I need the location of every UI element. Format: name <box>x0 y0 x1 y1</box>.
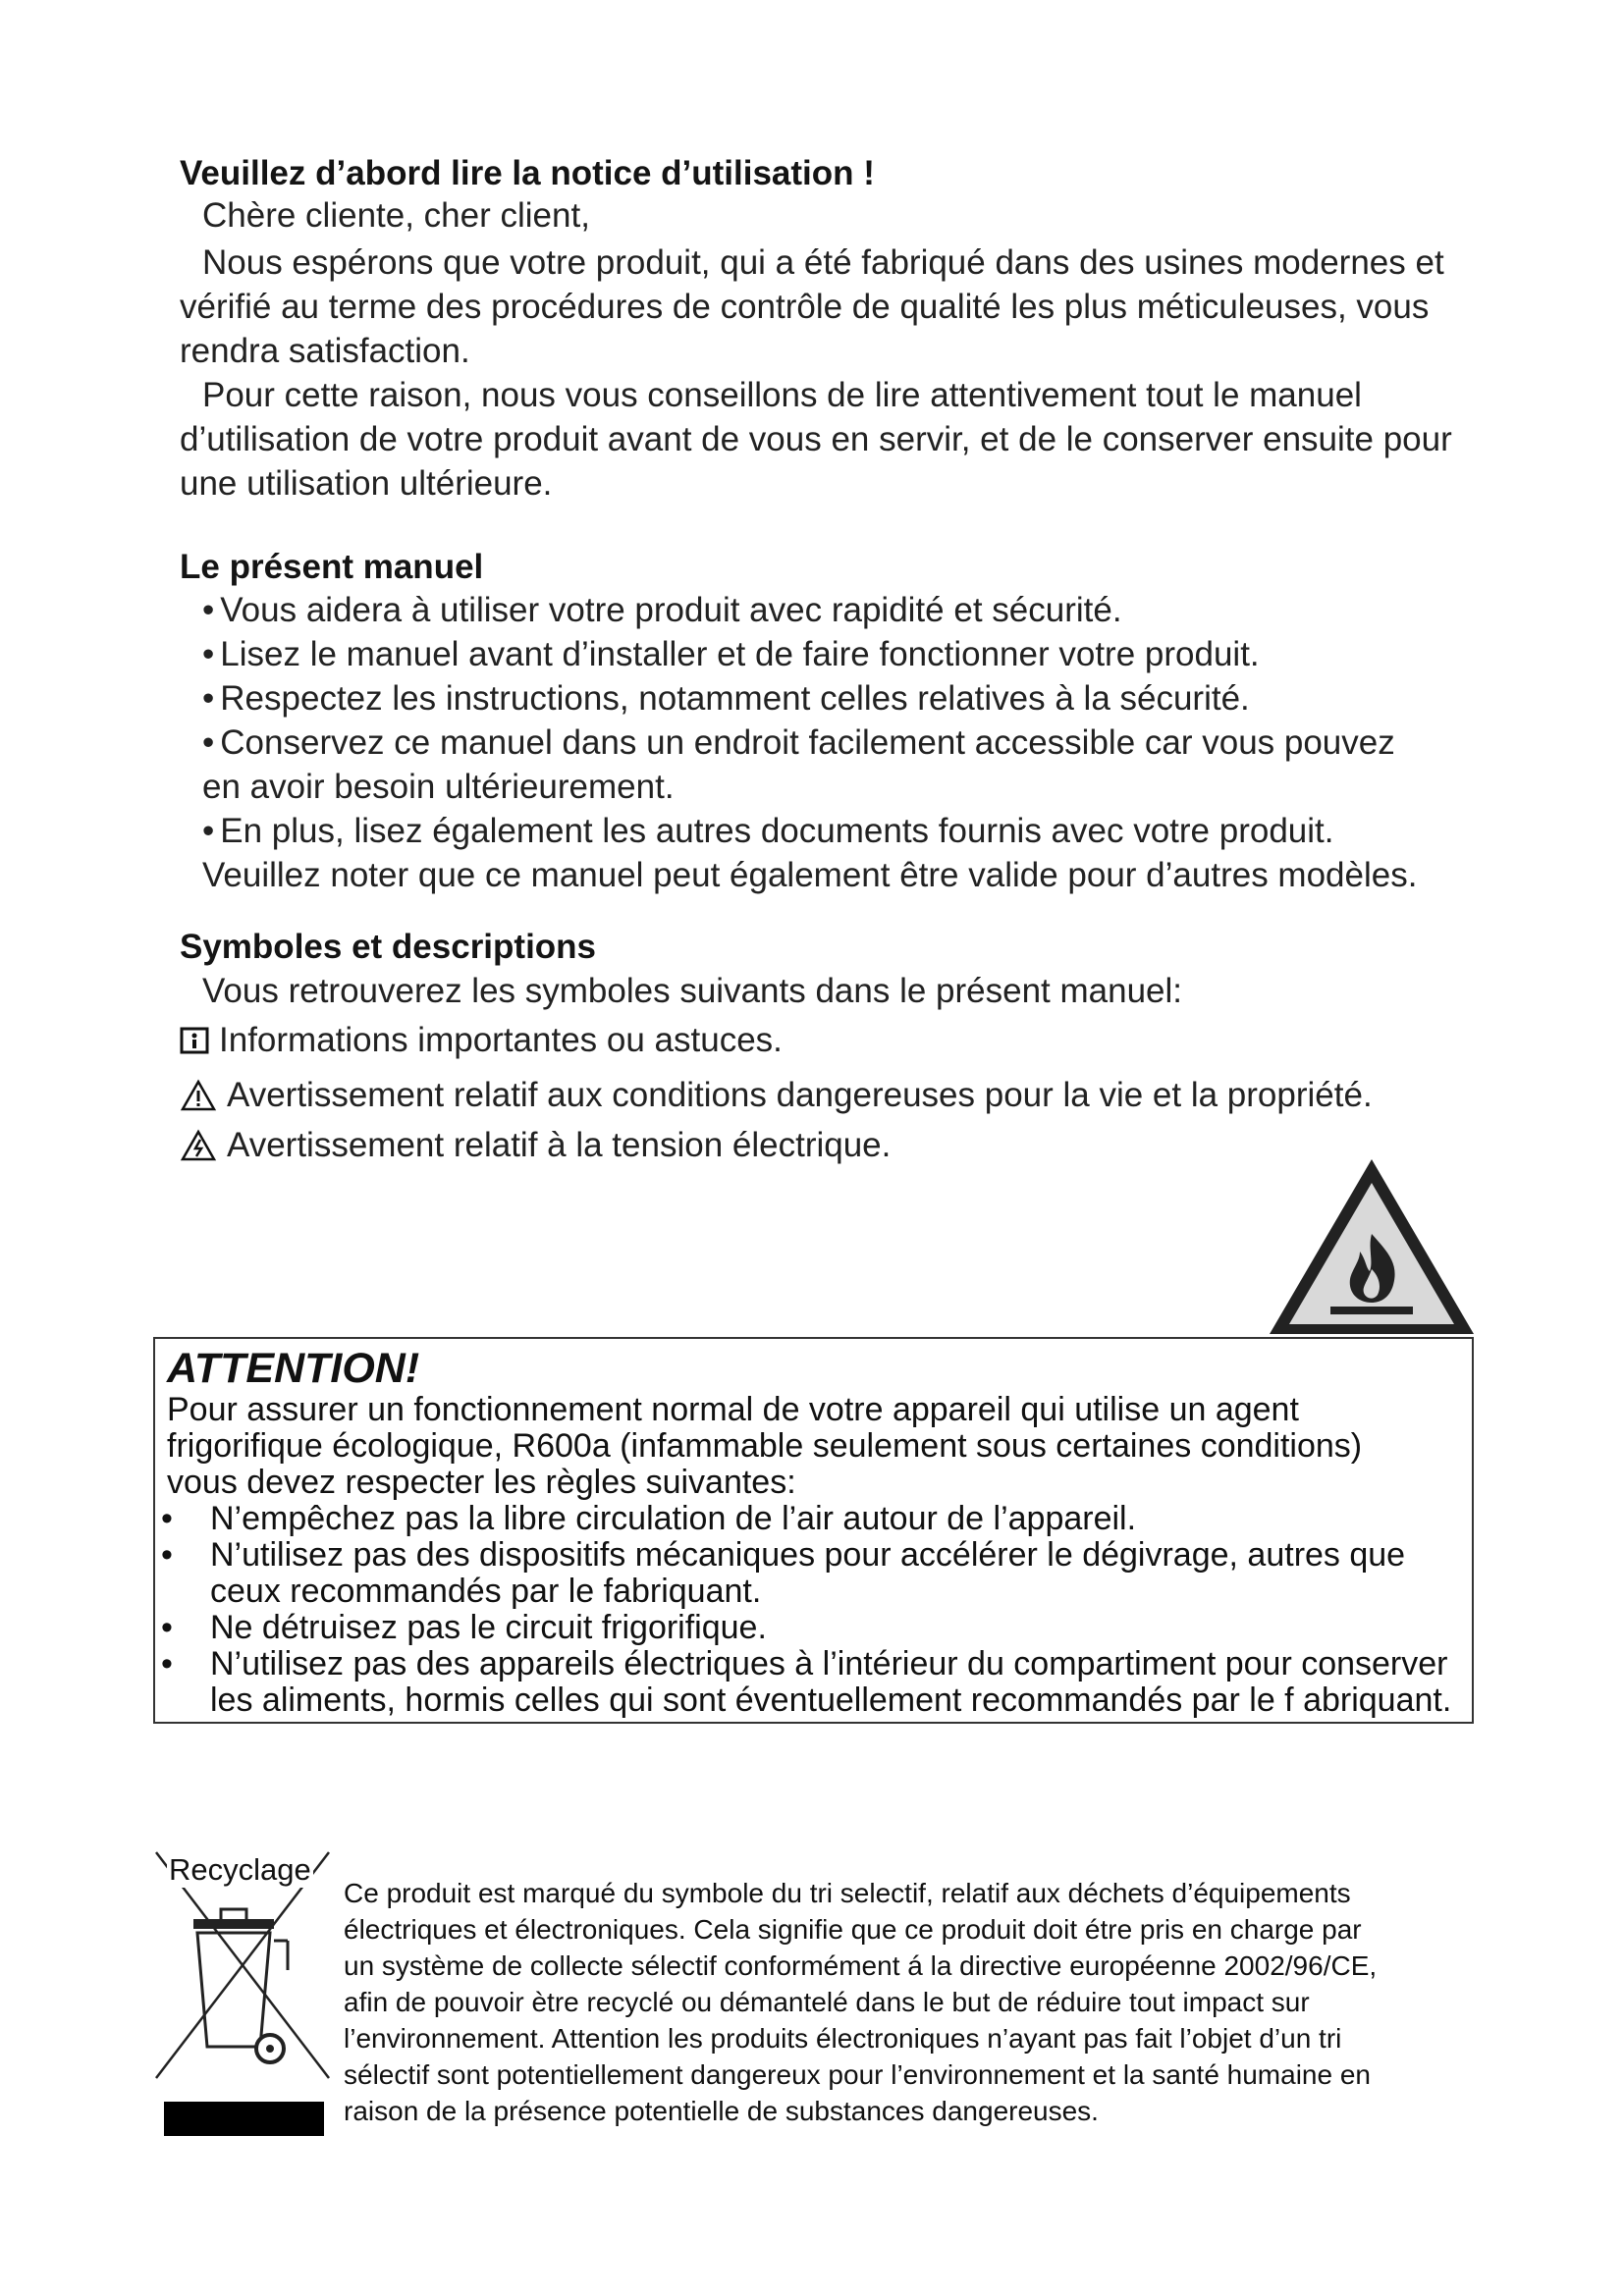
info-icon <box>180 1026 209 1055</box>
symbol-info-text: Informations importantes ou astuces. <box>219 1021 783 1059</box>
symbols-heading: Symboles et descriptions <box>180 928 597 966</box>
intro-paragraph-2: Pour cette raison, nous vous conseillons de lire attentivement tout le manuel d’utilisation de votre produit avant de vous en servir, et de le conserver ensuite pour une utilisation ultérieure. <box>180 376 1452 503</box>
attention-bullet-dot: • <box>161 1609 173 1646</box>
attention-bullet: N’utilisez pas des appareils électriques à l’intérieur du compartiment pour conserver <box>210 1645 1448 1682</box>
manual-bullet: • Vous aidera à utiliser votre produit avec rapidité et sécurité. <box>202 591 1122 629</box>
bullet-text: Respectez les instructions, notamment celles relatives à la sécurité. <box>220 679 1250 718</box>
voltage-warning-icon <box>180 1129 217 1162</box>
recycling-label: Recyclage <box>169 1852 311 1887</box>
attention-bullet: N’empêchez pas la libre circulation de l’air autour de l’appareil. <box>210 1500 1137 1537</box>
attention-title: ATTENTION! <box>167 1345 420 1392</box>
warning-icon <box>180 1079 217 1112</box>
attention-bullet-dot: • <box>161 1536 173 1574</box>
intro-heading: Veuillez d’abord lire la notice d’utilisation ! <box>180 154 875 192</box>
symbol-info-row <box>180 1021 783 1060</box>
symbol-voltage-text: Avertissement relatif à la tension électrique. <box>227 1126 892 1164</box>
attention-bullet-dot: • <box>161 1645 173 1682</box>
symbol-voltage-row <box>180 1126 891 1165</box>
symbol-warning-text: Avertissement relatif aux conditions dangereuses pour la vie et la propriété. <box>227 1076 1373 1114</box>
flammable-warning-icon <box>1264 1153 1480 1340</box>
manual-heading: Le présent manuel <box>180 548 484 586</box>
recycling-line: Ce produit est marqué du symbole du tri selectif, relatif aux déchets d’équipements <box>344 1878 1351 1908</box>
recycling-line: un système de collecte sélectif conformément á la directive européenne 2002/96/CE, <box>344 1950 1378 1981</box>
recycling-line: l’environnement. Attention les produits électroniques n’ayant pas fait l’objet d’un tri <box>344 2023 1342 2054</box>
attention-line: Pour assurer un fonctionnement normal de votre appareil qui utilise un agent <box>167 1391 1299 1428</box>
greeting: Chère cliente, cher client, <box>202 196 590 235</box>
bullet-text: Conservez ce manuel dans un endroit facilement accessible car vous pouvez <box>220 723 1395 762</box>
attention-line: vous devez respecter les règles suivantes: <box>167 1464 796 1501</box>
bullet-text: Lisez le manuel avant d’installer et de faire fonctionner votre produit. <box>220 635 1260 673</box>
attention-bullet-continuation: les aliments, hormis celles qui sont éventuellement recommandés par le f abriquant. <box>210 1682 1452 1719</box>
attention-bullet-dot: • <box>161 1500 173 1537</box>
manual-bullet: • Conservez ce manuel dans un endroit facilement accessible car vous pouvez <box>202 723 1395 762</box>
intro-paragraph-1: Nous espérons que votre produit, qui a été fabriqué dans des usines modernes et vérifié au terme des procédures de contrôle de qualité les plus méticuleuses, vous rendra satisfaction. <box>180 243 1444 370</box>
manual-bullet: • En plus, lisez également les autres documents fournis avec votre produit. <box>202 812 1334 850</box>
symbol-warning-row <box>180 1076 1373 1115</box>
attention-bullet: N’utilisez pas des dispositifs mécaniques pour accélérer le dégivrage, autres que <box>210 1536 1406 1574</box>
recycling-line: raison de la présence potentielle de substances dangereuses. <box>344 2096 1099 2126</box>
recycling-line: électriques et électroniques. Cela signifie que ce produit doit étre pris en charge par <box>344 1914 1362 1945</box>
symbols-intro: Vous retrouverez les symboles suivants dans le présent manuel: <box>202 972 1183 1010</box>
recycling-black-bar <box>164 2102 324 2136</box>
attention-line: frigorifique écologique, R600a (infammable seulement sous certaines conditions) <box>167 1427 1363 1465</box>
manual-bullet: • Respectez les instructions, notamment celles relatives à la sécurité. <box>202 679 1250 718</box>
bullet-text: Vous aidera à utiliser votre produit avec rapidité et sécurité. <box>220 591 1122 629</box>
models-note: Veuillez noter que ce manuel peut également être valide pour d’autres modèles. <box>202 856 1418 894</box>
recycling-line: afin de pouvoir ètre recyclé ou démantelé dans le but de réduire tout impact sur <box>344 1987 1310 2017</box>
manual-bullet-continuation: en avoir besoin ultérieurement. <box>202 768 675 806</box>
bullet-text: En plus, lisez également les autres documents fournis avec votre produit. <box>220 812 1334 850</box>
attention-bullet-continuation: ceux recommandés par le fabriquant. <box>210 1573 762 1610</box>
recycling-line: sélectif sont potentiellement dangereux pour l’environnement et la santé humaine en <box>344 2059 1371 2090</box>
manual-bullet: • Lisez le manuel avant d’installer et de faire fonctionner votre produit. <box>202 635 1260 673</box>
attention-bullet: Ne détruisez pas le circuit frigorifique. <box>210 1609 767 1646</box>
crossed-bin-icon <box>152 1850 334 2106</box>
